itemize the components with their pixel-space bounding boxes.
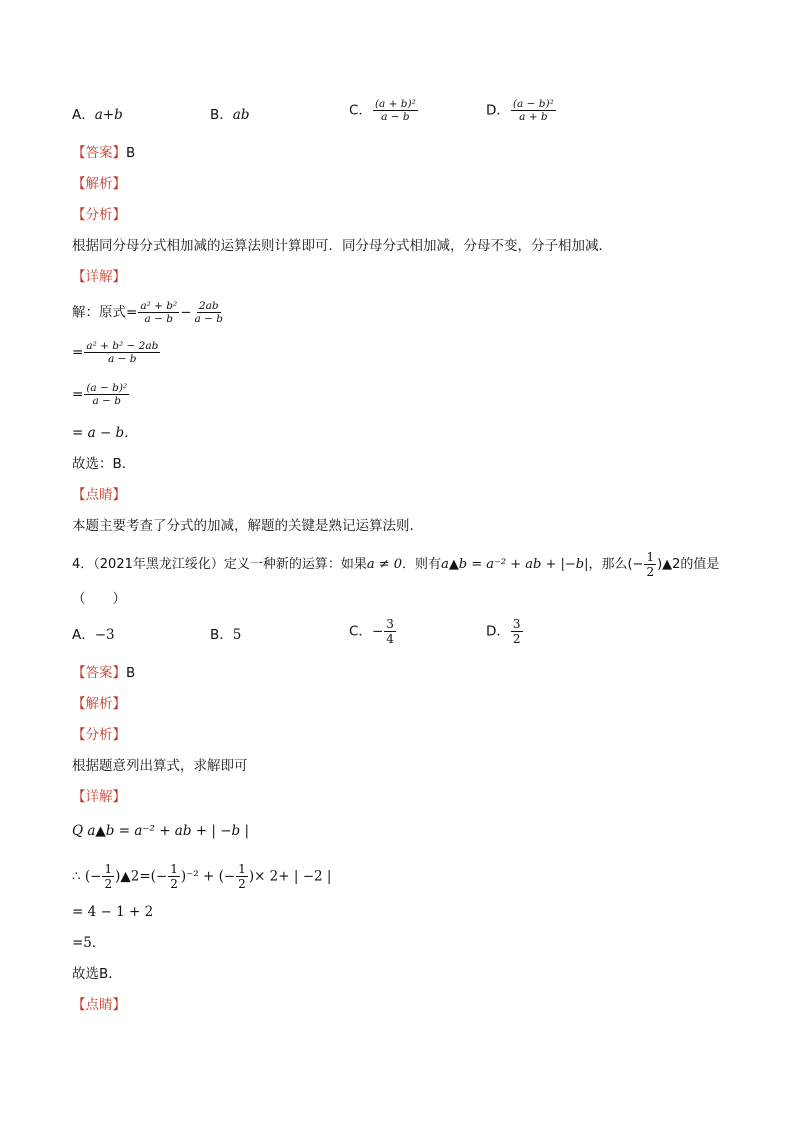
q4-option-c (349, 617, 397, 646)
q4-option-d (486, 617, 524, 646)
q4-answer (72, 664, 135, 682)
answer-value: B (126, 665, 136, 681)
answer-value: B (126, 145, 136, 161)
q4-choice: 故选B． (72, 966, 122, 982)
denominator: 2 (646, 565, 655, 579)
numerator: 2ab (198, 300, 219, 312)
option-text: a+b (94, 107, 123, 123)
q4-fenxi-tag: 【分析】 (72, 727, 126, 743)
fraction (511, 98, 556, 123)
fraction (193, 300, 225, 325)
step-prefix: 解：原式= (72, 304, 138, 321)
denominator: a − b (194, 313, 223, 325)
option-label: A． (72, 627, 95, 643)
condition: a ≠ 0 (366, 557, 403, 572)
q3-answer (72, 144, 135, 162)
q4-fenxi-text: 根据题意列出算式，求解即可 (72, 758, 248, 774)
q3-option-d (486, 98, 557, 123)
numerator: (a + b)² (374, 98, 416, 110)
option-sign: − (371, 623, 384, 640)
denominator: a − b (381, 111, 410, 123)
q4-analysis-tag: 【解析】 (72, 696, 126, 712)
q4-therefore-line (72, 862, 331, 891)
option-label: D． (486, 623, 510, 640)
expr: )▲2=(− (115, 868, 168, 885)
q3-step1 (72, 300, 226, 325)
denominator: a − b (144, 313, 173, 325)
stem-text: ．则有 (402, 557, 442, 572)
option-label: D． (486, 102, 510, 119)
q4-step-b: =5． (72, 935, 106, 951)
q3-choice: 故选：B． (72, 456, 136, 472)
numerator: a² + b² − 2ab (86, 340, 159, 352)
q3-option-c (349, 98, 419, 123)
equals: = (72, 386, 84, 403)
fraction (168, 862, 180, 891)
fraction (138, 300, 179, 325)
q3-analysis-tag: 【解析】 (72, 176, 126, 192)
expr: )× 2+ | −2 | (248, 868, 332, 885)
q4-detail-tag: 【详解】 (72, 789, 126, 805)
operator: − (180, 304, 192, 321)
fraction (373, 98, 418, 123)
answer-tag: 【答案】 (72, 665, 126, 681)
option-label: C． (349, 623, 372, 640)
q3-dianjing-text: 本题主要考查了分式的加减，解题的关键是熟记运算法则． (72, 518, 423, 534)
denominator: 2 (238, 877, 246, 891)
numerator: (a − b)² (86, 382, 128, 394)
q4-paren: （ ） (72, 591, 126, 607)
q4-stem (72, 550, 719, 579)
option-label: A． (72, 107, 95, 123)
q3-dianjing-tag: 【点睛】 (72, 487, 126, 503)
fraction (102, 862, 114, 891)
fraction (84, 382, 129, 407)
denominator: 2 (512, 632, 521, 646)
denominator: 2 (104, 877, 113, 891)
numerator: (a − b)² (512, 98, 554, 110)
fraction (84, 340, 160, 365)
fraction (511, 617, 523, 646)
numerator: 1 (170, 862, 178, 876)
q3-detail-tag: 【详解】 (72, 269, 126, 285)
q4-option-a (72, 626, 115, 644)
q3-option-b (210, 106, 249, 124)
q3-option-a (72, 106, 123, 124)
numerator: 3 (512, 617, 521, 631)
q3-fenxi-tag: 【分析】 (72, 207, 126, 223)
option-label: B． (210, 107, 233, 123)
stem-text: ，那么(− (588, 557, 644, 572)
q3-step2 (72, 340, 161, 365)
stem-text: )▲2的值是 (657, 557, 720, 572)
fraction (236, 862, 248, 891)
option-label: B． (210, 627, 233, 643)
expr: )⁻² + (− (180, 868, 236, 885)
answer-tag: 【答案】 (72, 145, 126, 161)
numerator: 3 (386, 617, 394, 631)
q3-step4: = a − b． (72, 425, 138, 441)
q4-since-line: Q a▲b = a⁻² + ab + | −b | (72, 823, 250, 839)
numerator: 1 (238, 862, 246, 876)
denominator: a − b (108, 353, 137, 365)
expr: ∴ (− (72, 868, 102, 885)
numerator: a² + b² (140, 300, 178, 312)
fraction (384, 617, 396, 646)
stem-text: 4．（2021年黑龙江绥化）定义一种新的运算：如果 (72, 557, 367, 572)
numerator: 1 (104, 862, 113, 876)
option-text: ab (232, 107, 250, 123)
q4-dianjing-tag: 【点睛】 (72, 997, 126, 1013)
denominator: a − b (92, 395, 121, 407)
q3-step3 (72, 382, 130, 407)
equals: = (72, 344, 84, 361)
q3-fenxi-text: 根据同分母分式相加减的运算法则计算即可．同分母分式相加减，分母不变，分子相加减． (72, 238, 612, 254)
option-text: 5 (232, 627, 242, 643)
fraction (644, 550, 656, 579)
q4-step-a: = 4 − 1 + 2 (72, 904, 154, 920)
denominator: 2 (170, 877, 178, 891)
option-label: C． (349, 102, 372, 119)
option-text: −3 (94, 627, 115, 643)
definition: a▲b = a⁻² + ab + |−b| (441, 557, 589, 572)
numerator: 1 (646, 550, 655, 564)
denominator: a + b (519, 111, 548, 123)
q4-option-b (210, 626, 241, 644)
denominator: 4 (386, 632, 394, 646)
